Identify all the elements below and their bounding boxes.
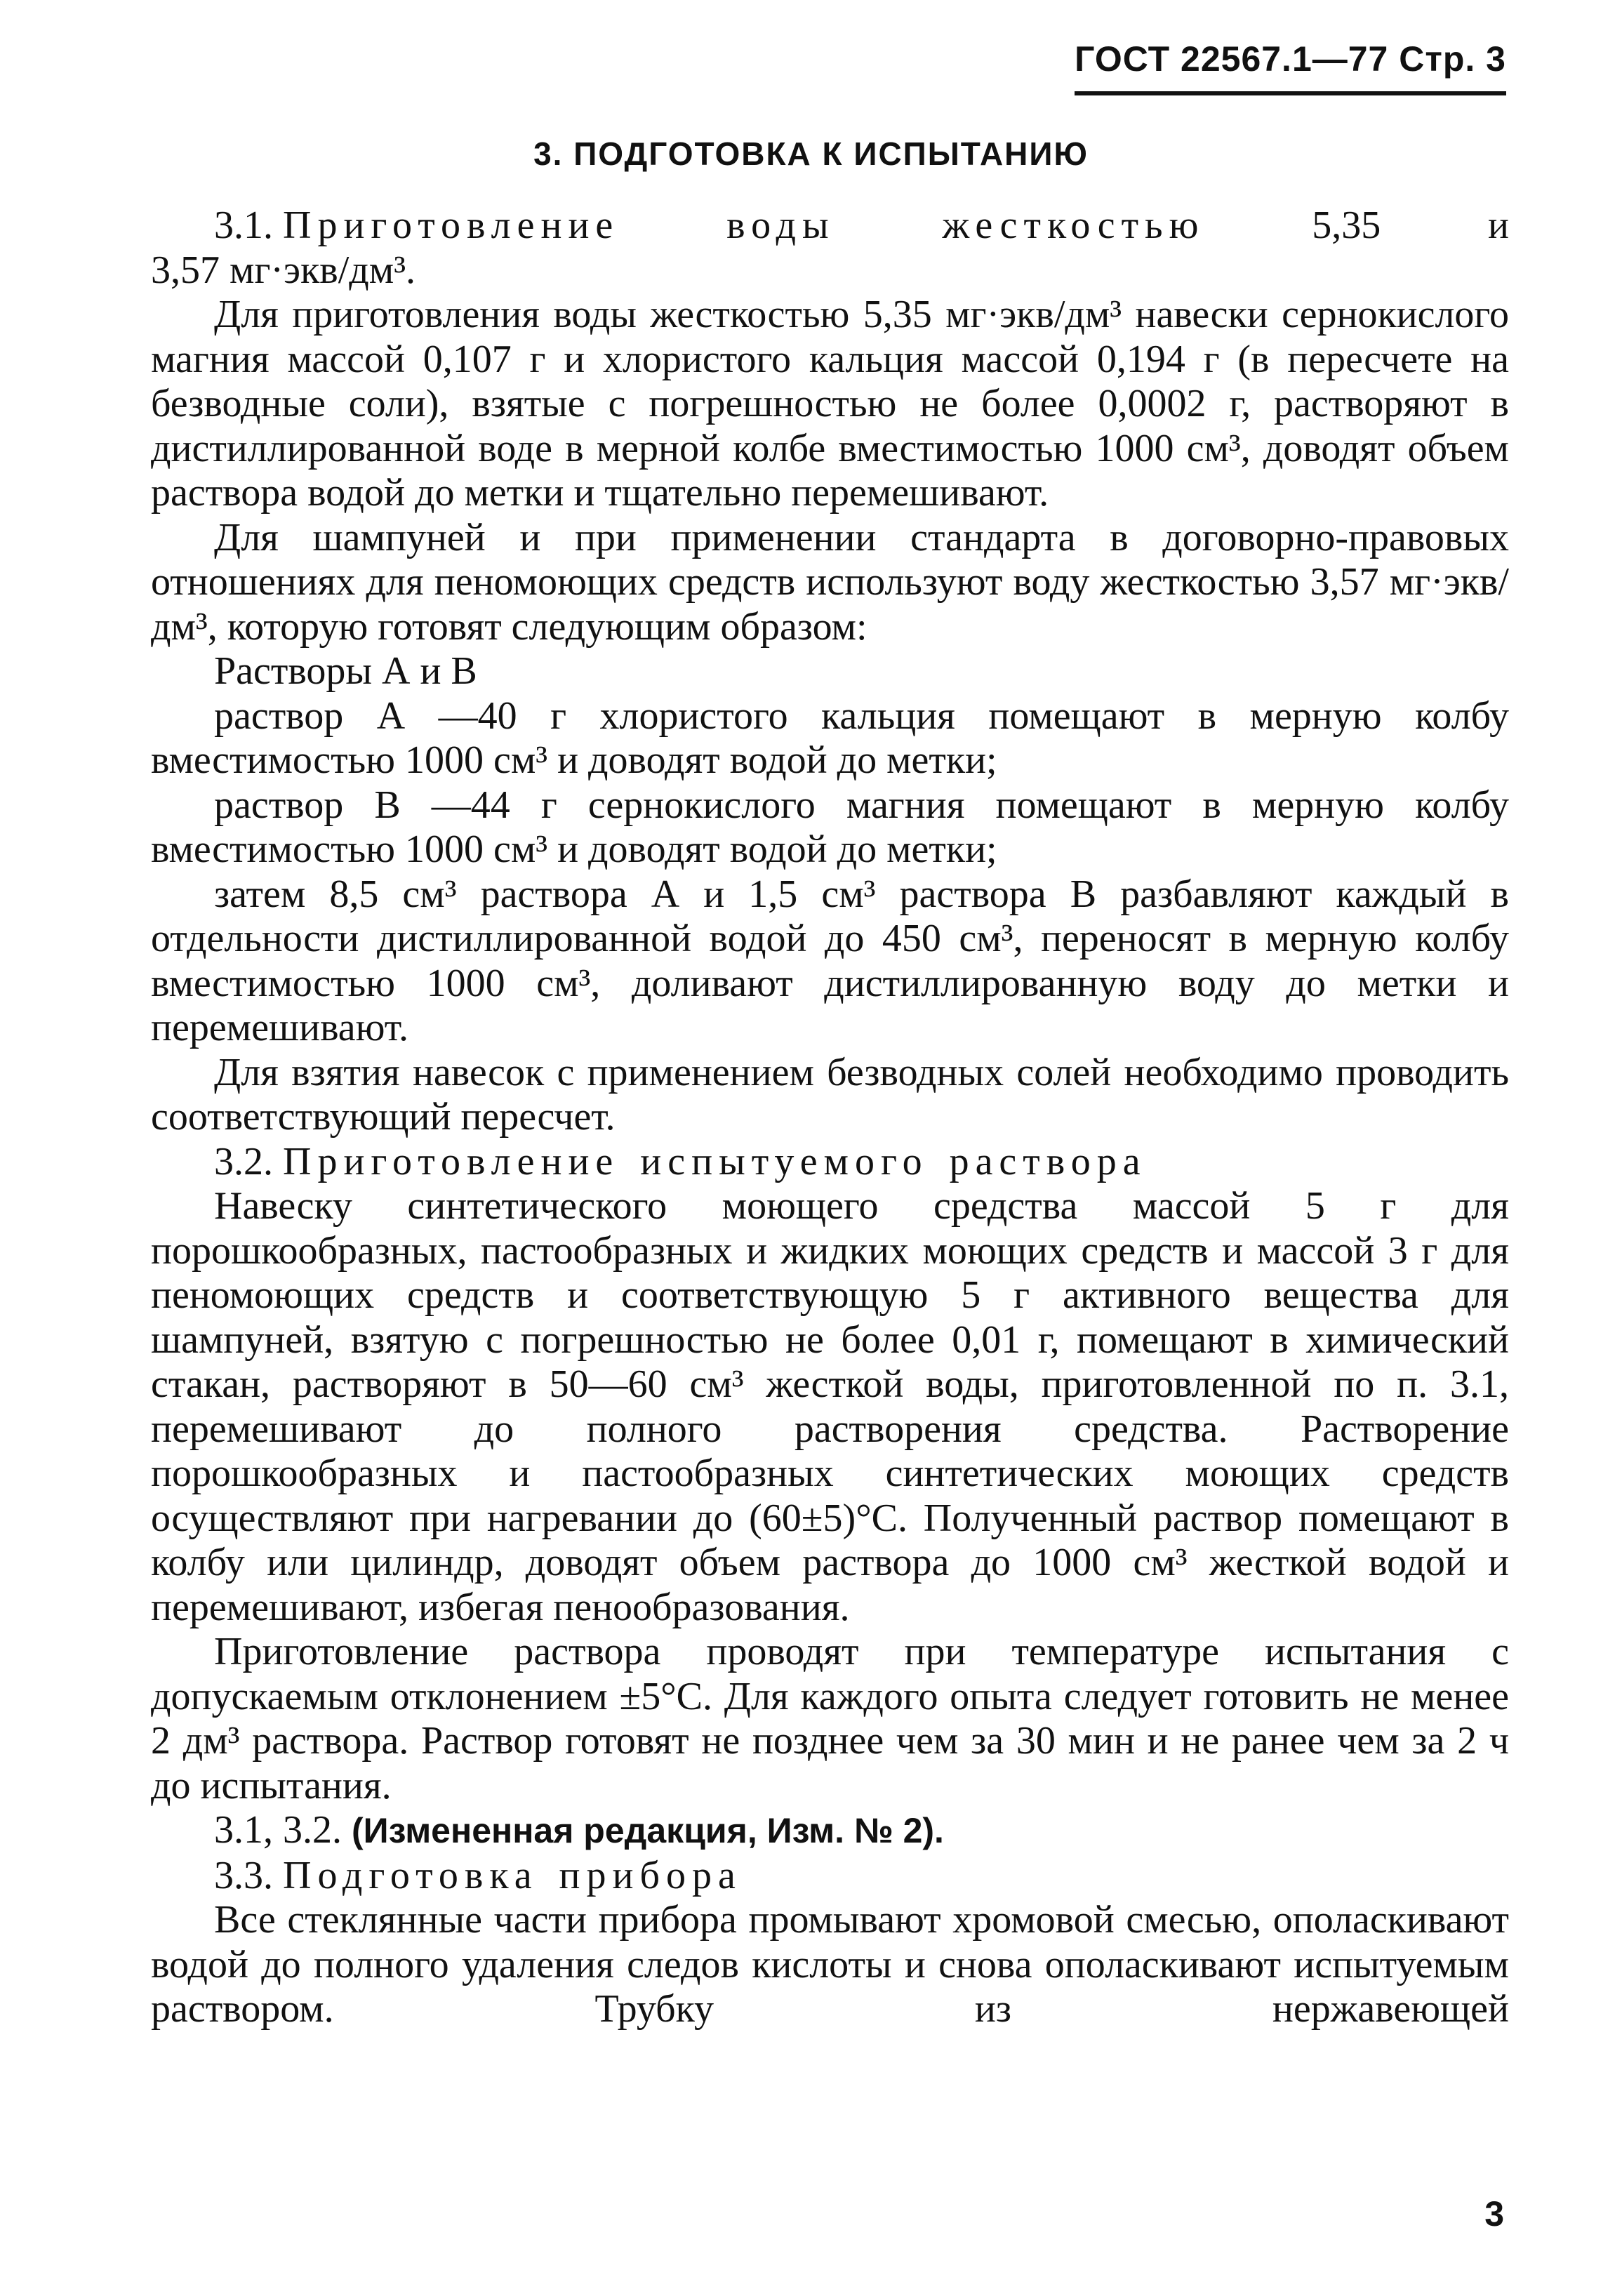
page-number: 3: [1484, 2194, 1504, 2234]
heading-3-1-lead: [214, 204, 619, 248]
subsection-number: 3.2.: [214, 1139, 273, 1183]
paragraph: Для взятия навесок с применением безводных солей необходимо проводить соответствующий пересчет.: [151, 1050, 1509, 1139]
subsection-number: 3.1.: [214, 204, 273, 247]
heading-word: испытуемого: [640, 1139, 929, 1183]
paragraph: Все стеклянные части прибора промывают хромовой смесью, ополаскивают водой до полного удаления следов кислоты и снова ополаскивают испытуемым раствором. Трубку из нержавеющей: [151, 1898, 1509, 2031]
header-rule: [1075, 91, 1506, 95]
heading-word: 5,35: [1312, 204, 1381, 247]
heading-word: Приготовление: [283, 1139, 620, 1183]
header-standard-id: ГОСТ 22567.1—77 Стр. 3: [1075, 39, 1506, 79]
heading-word: и: [1488, 204, 1509, 247]
heading-3-1-continuation: 3,57 мг·экв/дм³.: [151, 248, 416, 292]
paragraph: Для приготовления воды жесткостью 5,35 мг·экв/дм³ навески сернокислого магния массой 0,107 г и хлористого кальция массой 0,194 г (в пересчете на безводные соли), взятые с погрешностью не более 0,0002 г, растворяют в дистиллированной воде в мерной колбе вместимостью 1000 см³, доводят объем раствора водой до метки и тщательно перемешивают.: [151, 293, 1509, 515]
heading-word: жесткостью: [942, 204, 1205, 247]
amendment-refs: 3.1, 3.2.: [214, 1808, 342, 1852]
subsection-heading-3-1: [151, 204, 1509, 248]
paragraph: раствор В —44 г сернокислого магния помещают в мерную колбу вместимостью 1000 см³ и доводят водой до метки;: [151, 783, 1509, 871]
heading-word: раствора: [949, 1139, 1147, 1183]
subsection-number: 3.3.: [214, 1853, 273, 1897]
page-header: [1075, 39, 1506, 89]
paragraph: Приготовление раствора проводят при температуре испытания с допускаемым отклонением ±5°С. Для каждого опыта следует готовить не менее 2 дм³ раствора. Раствор готовят не позднее чем за 30 мин и не ранее чем за 2 ч до испытания.: [151, 1630, 1509, 1807]
subsection-heading-3-3: [151, 1854, 1509, 1899]
paragraph: затем 8,5 см³ раствора А и 1,5 см³ раствора В разбавляют каждый в отдельности дистиллированной водой до 450 см³, переносят в мерную колбу вместимостью 1000 см³, доливают дистиллированную воду до метки и перемешивают.: [151, 872, 1509, 1049]
heading-word: воды: [726, 204, 835, 247]
heading-word: прибора: [559, 1853, 742, 1897]
heading-word: Подготовка: [283, 1853, 538, 1897]
paragraph: раствор А —40 г хлористого кальция помещают в мерную колбу вместимостью 1000 см³ и доводят водой до метки;: [151, 694, 1509, 782]
amendment-text: (Измененная редакция, Изм. № 2).: [352, 1811, 944, 1850]
section-title: 3. ПОДГОТОВКА К ИСПЫТАНИЮ: [533, 135, 1089, 172]
body-text: [151, 204, 1509, 2032]
paragraph: Навеску синтетического моющего средства массой 5 г для порошкообразных, пастообразных и жидких моющих средств и массой 3 г для пеномоющих средств и соответствующую 5 г активного вещества для шампуней, взятую с погрешностью не более 0,01 г, помещают в химический стакан, растворяют в 50—60 см³ жесткой воды, приготовленной по п. 3.1, перемешивают до полного растворения средства. Растворение порошкообразных и пастообразных синтетических моющих средств осуществляют при нагревании до (60±5)°С. Полученный раствор помещают в колбу или цилиндр, доводят объем раствора до 1000 см³ жесткой водой и перемешивают, избегая пенообразования.: [151, 1184, 1509, 1629]
paragraph: Растворы А и В: [214, 649, 477, 693]
subsection-heading-3-2: [151, 1140, 1509, 1185]
heading-word: Приготовление: [283, 204, 620, 247]
paragraph: Для шампуней и при применении стандарта в договорно-правовых отношениях для пеномоющих средств используют воду жесткостью 3,57 мг·экв/дм³, которую готовят следующим образом:: [151, 515, 1509, 649]
amendment-note: [151, 1808, 1509, 1854]
